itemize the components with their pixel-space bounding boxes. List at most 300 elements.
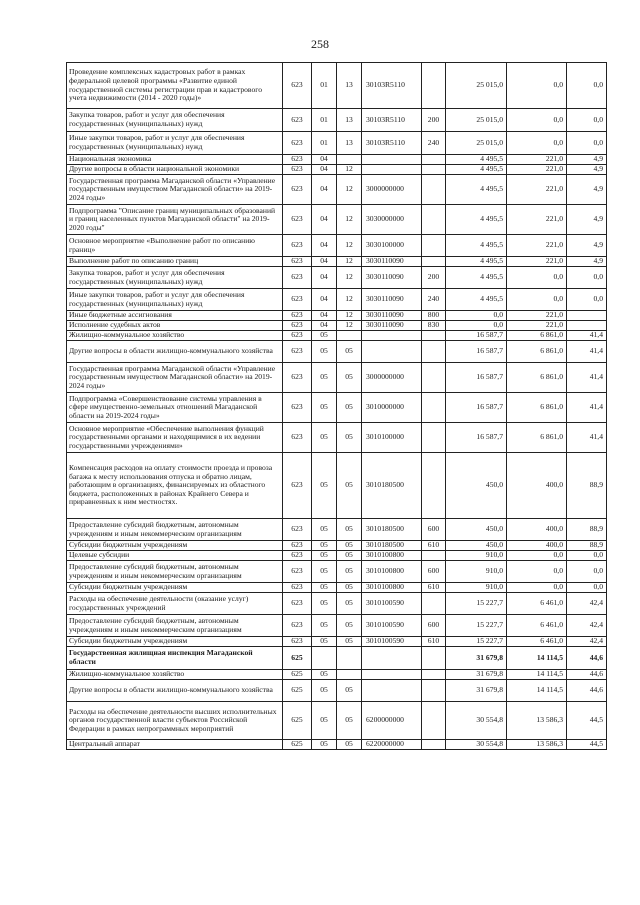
- row-code: 623: [283, 63, 312, 109]
- row-subsection: [337, 647, 362, 670]
- row-subsection: 12: [337, 311, 362, 321]
- row-percent: [567, 311, 607, 321]
- row-subsection: [337, 155, 362, 165]
- row-target-code: 3030110090: [362, 289, 422, 311]
- row-plan-amount: 4 495,5: [446, 165, 507, 175]
- row-code: 623: [283, 321, 312, 331]
- row-percent: 41,4: [567, 423, 607, 453]
- row-subsection: 05: [337, 363, 362, 393]
- row-plan-amount: 25 015,0: [446, 132, 507, 155]
- row-percent: 44,6: [567, 680, 607, 702]
- row-plan-amount: 4 495,5: [446, 289, 507, 311]
- row-code: 623: [283, 541, 312, 551]
- row-fact-amount: 221,0: [507, 175, 567, 205]
- row-target-code: 6220000000: [362, 740, 422, 750]
- row-plan-amount: 0,0: [446, 321, 507, 331]
- row-target-code: 30103R5110: [362, 63, 422, 109]
- row-expense-type: [422, 680, 446, 702]
- table-row: [67, 583, 607, 593]
- row-fact-amount: 0,0: [507, 267, 567, 289]
- row-expense-type: [422, 453, 446, 519]
- table-row: [67, 331, 607, 341]
- row-percent: 0,0: [567, 63, 607, 109]
- row-fact-amount: 13 586,3: [507, 702, 567, 740]
- row-plan-amount: 31 679,8: [446, 647, 507, 670]
- row-target-code: 3030110090: [362, 321, 422, 331]
- table-row: [67, 363, 607, 393]
- row-percent: 4,9: [567, 165, 607, 175]
- row-target-code: 30103R5110: [362, 109, 422, 132]
- table-row: [67, 551, 607, 561]
- row-expense-type: [422, 155, 446, 165]
- row-target-code: 3030110090: [362, 267, 422, 289]
- row-name: Иные закупки товаров, работ и услуг для обеспечения государственных (муниципальных) нужд: [67, 289, 283, 311]
- row-subsection: 05: [337, 615, 362, 637]
- row-target-code: 3030000000: [362, 205, 422, 235]
- row-section: 05: [312, 519, 337, 541]
- row-code: 623: [283, 257, 312, 267]
- row-name: Иные закупки товаров, работ и услуг для обеспечения государственных (муниципальных) нужд: [67, 132, 283, 155]
- row-percent: 4,9: [567, 257, 607, 267]
- table-row: [67, 257, 607, 267]
- row-percent: 44,5: [567, 740, 607, 750]
- row-target-code: 3010100800: [362, 561, 422, 583]
- row-code: 623: [283, 453, 312, 519]
- row-section: 04: [312, 257, 337, 267]
- row-section: 04: [312, 155, 337, 165]
- table-row: [67, 63, 607, 109]
- table-row: [67, 680, 607, 702]
- row-target-code: 3030100000: [362, 235, 422, 257]
- row-expense-type: [422, 235, 446, 257]
- table-row: [67, 289, 607, 311]
- row-expense-type: 600: [422, 519, 446, 541]
- row-expense-type: [422, 63, 446, 109]
- row-plan-amount: 910,0: [446, 583, 507, 593]
- table-row: [67, 702, 607, 740]
- row-subsection: [337, 331, 362, 341]
- row-name: Целевые субсидии: [67, 551, 283, 561]
- row-section: 04: [312, 235, 337, 257]
- row-fact-amount: 400,0: [507, 541, 567, 551]
- row-plan-amount: 16 587,7: [446, 341, 507, 363]
- row-percent: 0,0: [567, 267, 607, 289]
- row-plan-amount: 16 587,7: [446, 393, 507, 423]
- row-fact-amount: 14 114,5: [507, 670, 567, 680]
- table-row: [67, 519, 607, 541]
- row-section: 01: [312, 63, 337, 109]
- table-body: [67, 63, 607, 750]
- row-subsection: 05: [337, 702, 362, 740]
- row-expense-type: [422, 205, 446, 235]
- row-name: Государственная жилищная инспекция Магаданской области: [67, 647, 283, 670]
- row-percent: 42,4: [567, 593, 607, 615]
- row-plan-amount: 4 495,5: [446, 175, 507, 205]
- row-name: Исполнение судебных актов: [67, 321, 283, 331]
- row-fact-amount: 14 114,5: [507, 647, 567, 670]
- row-fact-amount: 0,0: [507, 63, 567, 109]
- row-code: 623: [283, 561, 312, 583]
- row-expense-type: [422, 165, 446, 175]
- row-subsection: 13: [337, 63, 362, 109]
- row-plan-amount: 910,0: [446, 561, 507, 583]
- row-percent: 42,4: [567, 615, 607, 637]
- table-row: [67, 615, 607, 637]
- row-plan-amount: 15 227,7: [446, 593, 507, 615]
- row-target-code: 3010100590: [362, 615, 422, 637]
- row-target-code: 6200000000: [362, 702, 422, 740]
- row-percent: 4,9: [567, 205, 607, 235]
- row-code: 623: [283, 289, 312, 311]
- row-name: Иные бюджетные ассигнования: [67, 311, 283, 321]
- row-expense-type: 610: [422, 541, 446, 551]
- row-section: 05: [312, 551, 337, 561]
- row-section: 05: [312, 561, 337, 583]
- row-section: 01: [312, 132, 337, 155]
- row-fact-amount: 6 861,0: [507, 363, 567, 393]
- row-name: Предоставление субсидий бюджетным, автономным учреждениям и иным некоммерческим организациям: [67, 615, 283, 637]
- row-section: 01: [312, 109, 337, 132]
- row-name: Предоставление субсидий бюджетным, автономным учреждениям и иным некоммерческим организациям: [67, 519, 283, 541]
- row-fact-amount: 6 861,0: [507, 423, 567, 453]
- row-section: 05: [312, 331, 337, 341]
- row-code: 623: [283, 341, 312, 363]
- row-code: 623: [283, 267, 312, 289]
- row-plan-amount: 15 227,7: [446, 615, 507, 637]
- row-fact-amount: 6 461,0: [507, 615, 567, 637]
- row-expense-type: [422, 341, 446, 363]
- row-name: Государственная программа Магаданской области «Управление государственным имуществом Магаданской области» на 2019-2024 годы»: [67, 363, 283, 393]
- table-row: [67, 670, 607, 680]
- row-code: 623: [283, 583, 312, 593]
- row-subsection: 05: [337, 341, 362, 363]
- row-section: 05: [312, 593, 337, 615]
- row-percent: 0,0: [567, 132, 607, 155]
- row-plan-amount: 15 227,7: [446, 637, 507, 647]
- row-code: 623: [283, 235, 312, 257]
- row-section: 05: [312, 615, 337, 637]
- row-expense-type: [422, 702, 446, 740]
- row-section: 05: [312, 702, 337, 740]
- row-code: 625: [283, 680, 312, 702]
- row-target-code: [362, 165, 422, 175]
- row-section: 05: [312, 740, 337, 750]
- row-target-code: [362, 647, 422, 670]
- row-name: Компенсация расходов на оплату стоимости проезда и провоза багажа к месту использования отпуска и обратно лицам, работающим в организациях, финансируемых из областного бюджета, расположенных в районах Крайнего Севера и приравненных к ним местностях.: [67, 453, 283, 519]
- budget-table: [66, 62, 607, 750]
- row-section: [312, 647, 337, 670]
- row-fact-amount: 221,0: [507, 235, 567, 257]
- table-row: [67, 423, 607, 453]
- row-fact-amount: 0,0: [507, 289, 567, 311]
- row-percent: 0,0: [567, 561, 607, 583]
- row-target-code: [362, 670, 422, 680]
- row-plan-amount: 16 587,7: [446, 331, 507, 341]
- table-row: [67, 561, 607, 583]
- row-section: 04: [312, 289, 337, 311]
- row-code: 623: [283, 205, 312, 235]
- row-code: 623: [283, 175, 312, 205]
- row-percent: 44,5: [567, 702, 607, 740]
- row-fact-amount: 6 861,0: [507, 393, 567, 423]
- row-target-code: 3030110090: [362, 311, 422, 321]
- row-expense-type: 800: [422, 311, 446, 321]
- row-name: Другие вопросы в области жилищно-коммунального хозяйства: [67, 341, 283, 363]
- row-percent: 88,9: [567, 541, 607, 551]
- row-code: 623: [283, 363, 312, 393]
- row-code: 623: [283, 155, 312, 165]
- row-plan-amount: 4 495,5: [446, 235, 507, 257]
- row-name: Субсидии бюджетным учреждениям: [67, 583, 283, 593]
- table-row: [67, 175, 607, 205]
- row-subsection: 05: [337, 541, 362, 551]
- row-code: 625: [283, 740, 312, 750]
- row-name: Предоставление субсидий бюджетным, автономным учреждениям и иным некоммерческим организациям: [67, 561, 283, 583]
- row-expense-type: 240: [422, 132, 446, 155]
- row-subsection: 13: [337, 132, 362, 155]
- row-target-code: [362, 680, 422, 702]
- row-expense-type: [422, 175, 446, 205]
- row-target-code: 3010100800: [362, 583, 422, 593]
- row-percent: 41,4: [567, 393, 607, 423]
- row-plan-amount: 16 587,7: [446, 423, 507, 453]
- row-plan-amount: 30 554,8: [446, 740, 507, 750]
- row-name: Центральный аппарат: [67, 740, 283, 750]
- page-number: 258: [311, 37, 329, 51]
- row-fact-amount: 221,0: [507, 155, 567, 165]
- row-percent: 4,9: [567, 175, 607, 205]
- row-target-code: 3000000000: [362, 175, 422, 205]
- row-plan-amount: 16 587,7: [446, 363, 507, 393]
- row-code: 623: [283, 615, 312, 637]
- row-expense-type: [422, 670, 446, 680]
- row-target-code: [362, 331, 422, 341]
- row-subsection: 05: [337, 680, 362, 702]
- row-fact-amount: 0,0: [507, 551, 567, 561]
- row-subsection: 05: [337, 583, 362, 593]
- row-code: 623: [283, 165, 312, 175]
- row-target-code: 3010180500: [362, 541, 422, 551]
- row-code: 623: [283, 331, 312, 341]
- row-name: Жилищно-коммунальное хозяйство: [67, 670, 283, 680]
- row-subsection: 12: [337, 175, 362, 205]
- row-code: 623: [283, 637, 312, 647]
- row-subsection: [337, 670, 362, 680]
- row-code: 625: [283, 670, 312, 680]
- row-target-code: 3010100590: [362, 593, 422, 615]
- row-subsection: 12: [337, 235, 362, 257]
- table-row: [67, 165, 607, 175]
- row-percent: 88,9: [567, 453, 607, 519]
- row-section: 04: [312, 165, 337, 175]
- row-percent: 44,6: [567, 647, 607, 670]
- row-target-code: 3010000000: [362, 393, 422, 423]
- row-name: Жилищно-коммунальное хозяйство: [67, 331, 283, 341]
- row-percent: 41,4: [567, 331, 607, 341]
- row-section: 05: [312, 453, 337, 519]
- row-subsection: 12: [337, 289, 362, 311]
- row-subsection: 13: [337, 109, 362, 132]
- row-fact-amount: 6 861,0: [507, 331, 567, 341]
- row-fact-amount: 6 461,0: [507, 593, 567, 615]
- row-fact-amount: 0,0: [507, 583, 567, 593]
- table-row: [67, 541, 607, 551]
- row-percent: 41,4: [567, 341, 607, 363]
- row-target-code: [362, 155, 422, 165]
- row-expense-type: [422, 647, 446, 670]
- row-target-code: 3030110090: [362, 257, 422, 267]
- row-target-code: 3010180500: [362, 453, 422, 519]
- row-subsection: 05: [337, 740, 362, 750]
- row-subsection: 12: [337, 321, 362, 331]
- row-percent: 0,0: [567, 551, 607, 561]
- row-target-code: 30103R5110: [362, 132, 422, 155]
- row-percent: 0,0: [567, 109, 607, 132]
- row-code: 625: [283, 702, 312, 740]
- row-subsection: 12: [337, 165, 362, 175]
- table-row: [67, 637, 607, 647]
- row-subsection: 05: [337, 561, 362, 583]
- table-row: [67, 593, 607, 615]
- row-fact-amount: 221,0: [507, 205, 567, 235]
- row-expense-type: 610: [422, 637, 446, 647]
- row-section: 05: [312, 423, 337, 453]
- row-percent: 42,4: [567, 637, 607, 647]
- row-expense-type: [422, 331, 446, 341]
- row-name: Субсидии бюджетным учреждениям: [67, 541, 283, 551]
- row-expense-type: 610: [422, 583, 446, 593]
- row-target-code: 3010100800: [362, 551, 422, 561]
- row-expense-type: [422, 393, 446, 423]
- row-fact-amount: 6 461,0: [507, 637, 567, 647]
- row-percent: 41,4: [567, 363, 607, 393]
- row-fact-amount: 221,0: [507, 321, 567, 331]
- table-row: [67, 393, 607, 423]
- row-expense-type: 200: [422, 267, 446, 289]
- row-fact-amount: 221,0: [507, 165, 567, 175]
- row-name: Основное мероприятие «Обеспечение выполнения функций государственными органами и находящимися в их ведении государственными учреждениями»: [67, 423, 283, 453]
- row-subsection: 05: [337, 393, 362, 423]
- row-expense-type: 200: [422, 109, 446, 132]
- row-name: Национальная экономика: [67, 155, 283, 165]
- row-plan-amount: 4 495,5: [446, 267, 507, 289]
- row-percent: 0,0: [567, 583, 607, 593]
- row-plan-amount: 31 679,8: [446, 680, 507, 702]
- table-row: [67, 132, 607, 155]
- row-percent: 88,9: [567, 519, 607, 541]
- row-section: 05: [312, 583, 337, 593]
- row-fact-amount: 0,0: [507, 561, 567, 583]
- row-name: Выполнение работ по описанию границ: [67, 257, 283, 267]
- row-expense-type: [422, 363, 446, 393]
- row-plan-amount: 450,0: [446, 453, 507, 519]
- row-fact-amount: 6 861,0: [507, 341, 567, 363]
- row-plan-amount: 450,0: [446, 541, 507, 551]
- row-section: 05: [312, 363, 337, 393]
- row-fact-amount: 14 114,5: [507, 680, 567, 702]
- row-expense-type: 830: [422, 321, 446, 331]
- row-fact-amount: 0,0: [507, 132, 567, 155]
- row-expense-type: 600: [422, 615, 446, 637]
- row-plan-amount: 450,0: [446, 519, 507, 541]
- table-row: [67, 267, 607, 289]
- table-row: [67, 321, 607, 331]
- row-target-code: [362, 341, 422, 363]
- row-target-code: 3010180500: [362, 519, 422, 541]
- row-expense-type: [422, 257, 446, 267]
- row-section: 04: [312, 321, 337, 331]
- row-percent: 4,9: [567, 155, 607, 165]
- row-name: Расходы на обеспечение деятельности высших исполнительных органов государственной власти субъектов Российской Федерации в рамках непрограммных мероприятий: [67, 702, 283, 740]
- row-code: 625: [283, 647, 312, 670]
- row-target-code: 3000000000: [362, 363, 422, 393]
- table-row: [67, 235, 607, 257]
- row-name: Подпрограмма «Совершенствование системы управления в сфере имущественно-земельных отношений Магаданской области на 2019-2024 годы»: [67, 393, 283, 423]
- row-fact-amount: 221,0: [507, 311, 567, 321]
- row-percent: 0,0: [567, 289, 607, 311]
- row-subsection: 12: [337, 257, 362, 267]
- row-code: 623: [283, 393, 312, 423]
- row-expense-type: [422, 551, 446, 561]
- row-subsection: 05: [337, 423, 362, 453]
- row-code: 623: [283, 551, 312, 561]
- row-plan-amount: 4 495,5: [446, 155, 507, 165]
- row-percent: 4,9: [567, 235, 607, 257]
- row-percent: 44,6: [567, 670, 607, 680]
- row-code: 623: [283, 311, 312, 321]
- row-expense-type: 600: [422, 561, 446, 583]
- row-subsection: 05: [337, 519, 362, 541]
- row-subsection: 05: [337, 551, 362, 561]
- table-row: [67, 155, 607, 165]
- row-name: Основное мероприятие «Выполнение работ по описанию границ»: [67, 235, 283, 257]
- row-code: 623: [283, 132, 312, 155]
- row-name: Другие вопросы в области жилищно-коммунального хозяйства: [67, 680, 283, 702]
- row-name: Государственная программа Магаданской области «Управление государственным имуществом Магаданской области» на 2019-2024 годы»: [67, 175, 283, 205]
- row-section: 04: [312, 267, 337, 289]
- row-subsection: 05: [337, 453, 362, 519]
- row-fact-amount: 0,0: [507, 109, 567, 132]
- row-target-code: 3010100590: [362, 637, 422, 647]
- row-section: 04: [312, 175, 337, 205]
- row-expense-type: [422, 593, 446, 615]
- row-target-code: 3010100000: [362, 423, 422, 453]
- row-name: Расходы на обеспечение деятельности (оказание услуг) государственных учреждений: [67, 593, 283, 615]
- row-section: 05: [312, 541, 337, 551]
- row-fact-amount: 13 586,3: [507, 740, 567, 750]
- row-plan-amount: 4 495,5: [446, 205, 507, 235]
- row-subsection: 05: [337, 593, 362, 615]
- row-expense-type: [422, 740, 446, 750]
- row-name: Закупка товаров, работ и услуг для обеспечения государственных (муниципальных) нужд: [67, 267, 283, 289]
- row-plan-amount: 4 495,5: [446, 257, 507, 267]
- row-plan-amount: 0,0: [446, 311, 507, 321]
- row-plan-amount: 25 015,0: [446, 109, 507, 132]
- row-subsection: 12: [337, 267, 362, 289]
- row-fact-amount: 400,0: [507, 453, 567, 519]
- row-plan-amount: 25 015,0: [446, 63, 507, 109]
- table-row: [67, 740, 607, 750]
- row-fact-amount: 400,0: [507, 519, 567, 541]
- row-code: 623: [283, 423, 312, 453]
- row-plan-amount: 31 679,8: [446, 670, 507, 680]
- row-name: Другие вопросы в области национальной экономики: [67, 165, 283, 175]
- row-subsection: 05: [337, 637, 362, 647]
- row-subsection: 12: [337, 205, 362, 235]
- row-code: 623: [283, 109, 312, 132]
- row-section: 05: [312, 393, 337, 423]
- row-section: 05: [312, 341, 337, 363]
